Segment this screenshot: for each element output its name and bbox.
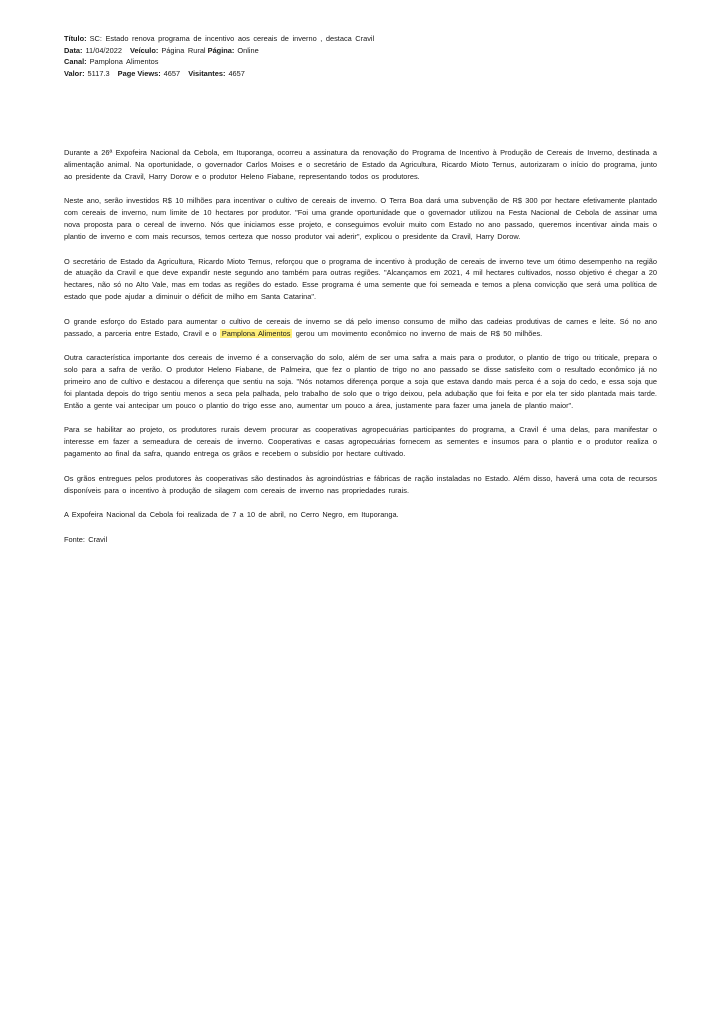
article-paragraph-7: Os grãos entregues pelos produtores às cooperativas são destinados às agroindústrias e fábricas de ração instaladas no Estado. Além disso, haverá uma cota de recursos disponíveis para o incentivo à produção de silagem com cereais de inverno nas propriedades rurais. [64,473,657,495]
date-row [64,45,664,57]
highlighted-keyword: Pamplona Alimentos [221,328,291,338]
vehicle-label: Veículo: [130,45,159,55]
article-paragraph-8: A Expofeira Nacional da Cebola foi realizada de 7 a 10 de abril, no Cerro Negro, em Ituporanga. [64,510,399,519]
pageviews-label: Page Views: [117,68,161,78]
date-label: Data: [64,45,83,55]
value-value: 5117.3 [87,68,110,78]
page-label: Página: [207,45,235,55]
channel-row [64,56,664,68]
page-value: Online [237,45,259,55]
title-label: Título: [64,34,87,43]
article-paragraph-6: Para se habilitar ao projeto, os produtores rurais devem procurar as cooperativas agropecuárias participantes do programa, a Cravil é uma delas, para manifestar o interesse em fazer a semeadura de cereais de inverno. Cooperativas e casas agropecuárias fornecem as sementes e insumos para o plantio e o produtor realiza o pagamento ao final da safra, quando entrega os grãos e recebem o subsídio por hectare cultivado. [64,425,657,459]
metadata-header [64,33,664,79]
channel-value: Pamplona Alimentos [89,57,159,67]
article-paragraph-3: O secretário de Estado da Agricultura, Ricardo Mioto Ternus, reforçou que o programa de incentivo à produção de cereais de inverno teve um ótimo desempenho na região de atuação da Cravil e que deve expandir neste segundo ano também para outras regiões. "Alcançamos em 2021, 4 mil hectares cultivados, nosso objetivo é chegar a 20 hectares, não só no Alto Vale, mas em todas as regiões do estado. Esse programa é uma semente que foi semeada e temos a plena convicção que será uma política de estado que pode ajudar a diminuir o déficit de milho em Santa Catarina". [64,256,657,302]
date-value: 11/04/2022 [85,45,122,55]
paragraph-4-text-after: gerou um movimento econômico no inverno de mais de R$ 50 milhões. [292,328,543,338]
title-row [64,33,664,45]
paragraph-4-text-before: O grande esforço do Estado para aumentar o cultivo de cereais de inverno se dá pelo imenso consumo de milho das cadeias produtivas de carnes e leite. Só no ano passado, a parceria entre Estado, Cravil e o [64,316,657,338]
channel-label: Canal: [64,57,87,67]
pageviews-value: 4657 [163,68,181,78]
article-body [64,147,657,558]
article-paragraph-2: Neste ano, serão investidos R$ 10 milhões para incentivar o cultivo de cereais de inverno. O Terra Boa dará uma subvenção de R$ 300 por hectare efetivamente plantado com cereais de inverno, num limite de 10 hectares por produtor. "Foi uma grande oportunidade que o governador utilizou na Festa Nacional de Cebola de assinar uma nova proposta para o cereal de inverno. Nós que iniciamos esse projeto, e conseguimos evoluir muito com Estado no ano passado, queremos incentivar ainda mais o plantio de inverno e com mais recursos, temos certeza que nosso produtor vai aderir", explicou o presidente da Cravil, Harry Dorow. [64,196,657,242]
title-value: SC: Estado renova programa de incentivo aos cereais de inverno , destaca Cravil [89,34,375,43]
article-paragraph-1: Durante a 26ª Expofeira Nacional da Cebola, em Ituporanga, ocorreu a assinatura da renovação do Programa de Incentivo à Produção de Cereais de Inverno, destinada a alimentação animal. Na oportunidade, o governador Carlos Moises e o secretário de Estado da Agricultura, Ricardo Mioto Ternus, autorizaram o início do programa, junto ao presidente da Cravil, Harry Dorow e o produtor Heleno Fiabane, representando todos os produtores. [64,148,657,181]
visitors-label: Visitantes: [188,68,226,78]
article-paragraph-4 [64,316,657,340]
visitors-value: 4657 [228,68,245,78]
article-paragraph-5: Outra característica importante dos cereais de inverno é a conservação do solo, além de ser uma safra a mais para o produtor, o plantio de trigo ou triticale, prepara o solo para a safra de verão. O produtor Heleno Fiabane, de Palmeira, que fez o plantio de trigo no ano passado se disse satisfeito com o resultado econômico já no primeiro ano de cultivo e destacou a diferença que sentiu na soja. "Nós notamos diferença porque a soja que estava dando mais perca é a soja do cedo, e essa soja que foi plantada depois do trigo sentiu menos a seca pela palhada, pelo trabalho de solo que o trigo deixou, pela adubação que foi feita e por ela ter sido plantada mais tarde. Então a gente vai antecipar um pouco o plantio do trigo esse ano, aumentar um pouco a área, justamente para fazer uma janela de plantio maior". [64,353,657,410]
value-label: Valor: [64,68,85,78]
value-row [64,68,664,80]
source-line: Fonte: Cravil [64,534,108,544]
vehicle-value: Página Rural [161,45,206,55]
